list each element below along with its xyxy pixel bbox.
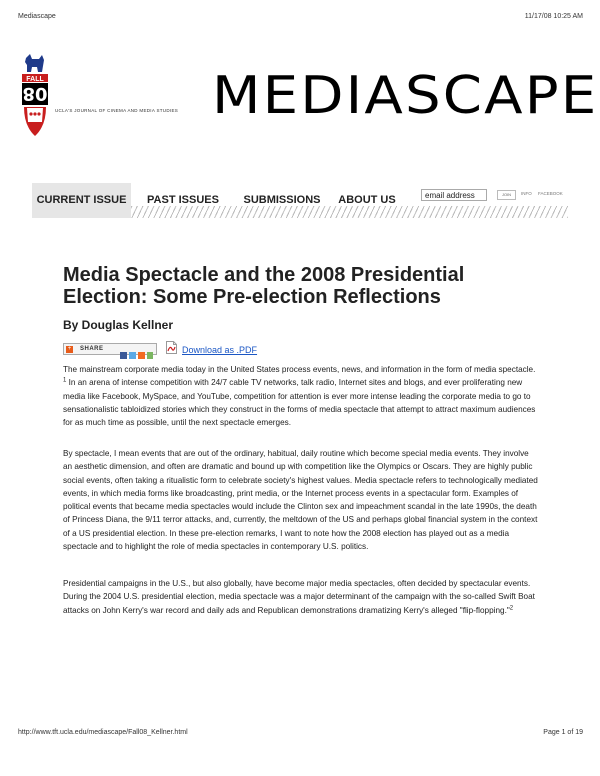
article-paragraph-1 bbox=[63, 363, 540, 429]
facebook-link[interactable]: FACEBOOK bbox=[538, 191, 563, 196]
article-title: Media Spectacle and the 2008 Presidential Election: Some Pre-election Reflections bbox=[63, 264, 465, 308]
article-byline: By Douglas Kellner bbox=[63, 318, 174, 332]
masthead-title[interactable]: MEDIASCAPE bbox=[212, 66, 599, 126]
share-plus-icon: + bbox=[67, 346, 72, 352]
info-link[interactable]: INFO bbox=[521, 191, 532, 196]
logo-year: 08 bbox=[22, 83, 48, 104]
print-header-site: Mediascape bbox=[18, 13, 56, 20]
social-bookmark-icons bbox=[120, 346, 153, 353]
print-header bbox=[18, 13, 583, 20]
nav-past-issues[interactable]: PAST ISSUES bbox=[147, 194, 219, 206]
nav-submissions[interactable]: SUBMISSIONS bbox=[243, 194, 321, 206]
nav-about-us[interactable]: ABOUT US bbox=[338, 194, 396, 206]
article-paragraph-3 bbox=[63, 577, 540, 617]
print-footer-page: Page 1 of 19 bbox=[543, 729, 583, 736]
masthead-tagline: UCLA'S JOURNAL OF CINEMA AND MEDIA STUDIES bbox=[55, 108, 179, 113]
pdf-icon[interactable] bbox=[166, 341, 177, 354]
paragraph-2-text: By spectacle, I mean events that are out of the ordinary, habitual, daily routine which become special media events. They involve an aesthetic dimension, and often are dramatic and bound up with competition like the Olympics or Oscars. They are highly public social events, often taking a ritualistic form to celebrate society's highest values. Media spectacle refers to technologically mediated events, in which media forms like broadcasting, print media, or the Internet process events in a spectacular form. Examples of political events that became media spectacles would include the Clinton sex and impeachment scandal in the late 1990s, the death of Princess Diana, the 9/11 terror attacks, and, currently, the meltdown of the US and perhaps global financial system in the context of a US presidential election. In these pre-election remarks, I want to note how the 2008 election has played out as a media spectacle and to highlight the role of media spectacles in contemporary U.S. politics. bbox=[63, 449, 538, 552]
join-button[interactable]: JOIN bbox=[497, 190, 516, 200]
article-paragraph-2 bbox=[63, 447, 540, 553]
print-footer bbox=[18, 729, 583, 736]
mediascape-logo-badge bbox=[22, 52, 48, 138]
paragraph-1-text-b: In an arena of intense competition with 24/7 cable TV networks, talk radio, Internet sites and blogs, and ever proliferating new media like Facebook, MySpace, and YouTube, competition for attention is ever more intense leading the corporate media to go to sensationalistic tabloidized stories which they construct in the forms of media spectacle that attempt to attract maximum audiences for as much time as possible, until the next spectacle emerges. bbox=[63, 378, 536, 428]
print-header-timestamp: 11/17/08 10:25 AM bbox=[524, 13, 583, 20]
logo-season: FALL bbox=[26, 76, 44, 83]
nav-current-issue[interactable]: CURRENT ISSUE bbox=[32, 183, 131, 218]
print-footer-url: http://www.tft.ucla.edu/mediascape/Fall08_Kellner.html bbox=[18, 729, 188, 736]
download-pdf-link[interactable]: Download as .PDF bbox=[182, 345, 258, 355]
paragraph-3-text: Presidential campaigns in the U.S., but also globally, have become major media spectacles, often decided by spectacular events. During the 2004 U.S. presidential election, media spectacle was a major determinant of the campaign with the so-called Swift Boat attacks on John Kerry's war record and daily ads and Republican demonstrations dramatizing Kerry's alleged "flip-flopping." bbox=[63, 579, 535, 615]
paragraph-1-text-a: The mainstream corporate media today in the United States process events, news, and information in the form of media spectacle. bbox=[63, 365, 536, 374]
footnote-2-link[interactable]: 2 bbox=[509, 604, 514, 611]
share-label: SHARE bbox=[80, 346, 104, 352]
email-input[interactable]: email address bbox=[421, 189, 487, 201]
share-button[interactable] bbox=[63, 343, 157, 355]
footnote-1-link[interactable]: 1 bbox=[63, 377, 67, 384]
